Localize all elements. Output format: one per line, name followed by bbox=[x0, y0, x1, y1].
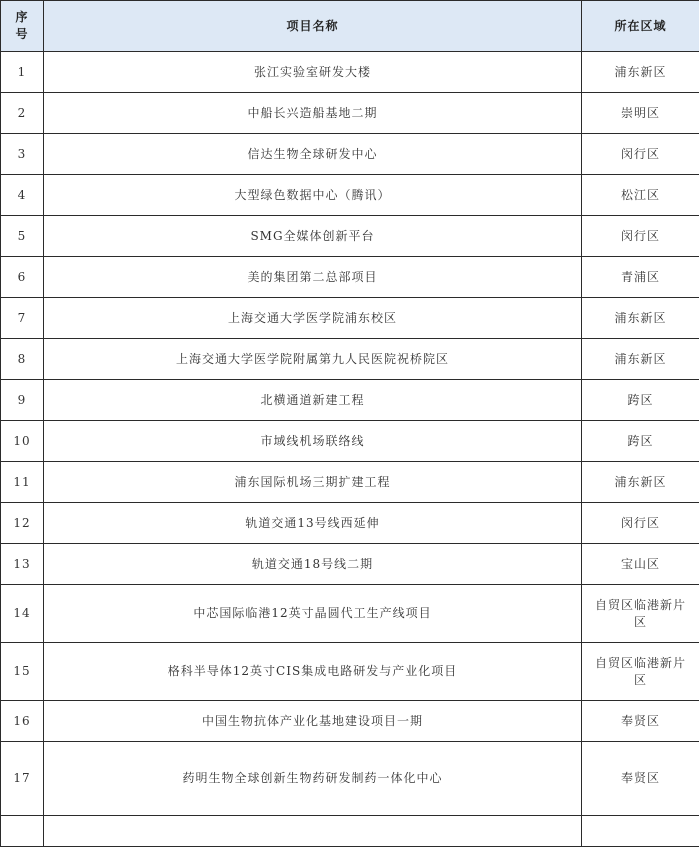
row-region: 奉贤区 bbox=[582, 742, 699, 816]
row-name: 市域线机场联络线 bbox=[44, 421, 582, 462]
row-name: SMG全媒体创新平台 bbox=[44, 216, 582, 257]
row-name: 美的集团第二总部项目 bbox=[44, 257, 582, 298]
table-row bbox=[1, 421, 699, 462]
row-region: 浦东新区 bbox=[582, 52, 699, 93]
row-name: 中国生物抗体产业化基地建设项目一期 bbox=[44, 701, 582, 742]
table-row bbox=[1, 701, 699, 742]
table-row bbox=[1, 742, 699, 816]
row-region: 跨区 bbox=[582, 380, 699, 421]
row-region: 浦东新区 bbox=[582, 462, 699, 503]
table-row bbox=[1, 380, 699, 421]
row-name: 中船长兴造船基地二期 bbox=[44, 93, 582, 134]
row-region: 崇明区 bbox=[582, 93, 699, 134]
row-num: 13 bbox=[1, 544, 44, 585]
table-row bbox=[1, 544, 699, 585]
table-row bbox=[1, 216, 699, 257]
table-row bbox=[1, 585, 699, 643]
row-num: 14 bbox=[1, 585, 44, 643]
table-row bbox=[1, 93, 699, 134]
row-region: 青浦区 bbox=[582, 257, 699, 298]
row-num: 5 bbox=[1, 216, 44, 257]
row-name: 上海交通大学医学院浦东校区 bbox=[44, 298, 582, 339]
row-region: 奉贤区 bbox=[582, 701, 699, 742]
header-name: 项目名称 bbox=[44, 1, 582, 52]
row-num: 15 bbox=[1, 643, 44, 701]
row-num: 7 bbox=[1, 298, 44, 339]
row-name: 轨道交通13号线西延伸 bbox=[44, 503, 582, 544]
row-num: 8 bbox=[1, 339, 44, 380]
row-num: 3 bbox=[1, 134, 44, 175]
row-name: 大型绿色数据中心（腾讯） bbox=[44, 175, 582, 216]
row-region: 松江区 bbox=[582, 175, 699, 216]
header-region: 所在区域 bbox=[582, 1, 699, 52]
table-row bbox=[1, 643, 699, 701]
row-num: 16 bbox=[1, 701, 44, 742]
row-num: 1 bbox=[1, 52, 44, 93]
row-name: 轨道交通18号线二期 bbox=[44, 544, 582, 585]
row-name: 上海交通大学医学院附属第九人民医院祝桥院区 bbox=[44, 339, 582, 380]
row-num: 10 bbox=[1, 421, 44, 462]
row-region: 自贸区临港新片区 bbox=[582, 643, 699, 701]
row-num: 6 bbox=[1, 257, 44, 298]
row-region: 自贸区临港新片区 bbox=[582, 585, 699, 643]
row-name: 张江实验室研发大楼 bbox=[44, 52, 582, 93]
row-num: 2 bbox=[1, 93, 44, 134]
row-name: 格科半导体12英寸CIS集成电路研发与产业化项目 bbox=[44, 643, 582, 701]
row-num: 4 bbox=[1, 175, 44, 216]
row-region: 浦东新区 bbox=[582, 339, 699, 380]
row-name: 中芯国际临港12英寸晶圆代工生产线项目 bbox=[44, 585, 582, 643]
row-region: 闵行区 bbox=[582, 503, 699, 544]
row-num: 9 bbox=[1, 380, 44, 421]
row-region: 浦东新区 bbox=[582, 298, 699, 339]
table-row-empty bbox=[1, 816, 699, 847]
row-num: 17 bbox=[1, 742, 44, 816]
row-name: 浦东国际机场三期扩建工程 bbox=[44, 462, 582, 503]
table-row bbox=[1, 134, 699, 175]
table-row bbox=[1, 503, 699, 544]
table-row bbox=[1, 257, 699, 298]
row-num: 12 bbox=[1, 503, 44, 544]
row-num: 11 bbox=[1, 462, 44, 503]
row-name: 药明生物全球创新生物药研发制药一体化中心 bbox=[44, 742, 582, 816]
table-row bbox=[1, 175, 699, 216]
table-row bbox=[1, 462, 699, 503]
row-name: 信达生物全球研发中心 bbox=[44, 134, 582, 175]
table-header-row bbox=[1, 1, 699, 52]
row-region: 宝山区 bbox=[582, 544, 699, 585]
row-name: 北横通道新建工程 bbox=[44, 380, 582, 421]
table-row bbox=[1, 52, 699, 93]
row-region: 闵行区 bbox=[582, 134, 699, 175]
header-num: 序号 bbox=[1, 1, 44, 52]
table-row bbox=[1, 298, 699, 339]
row-region: 闵行区 bbox=[582, 216, 699, 257]
table-row bbox=[1, 339, 699, 380]
row-region: 跨区 bbox=[582, 421, 699, 462]
